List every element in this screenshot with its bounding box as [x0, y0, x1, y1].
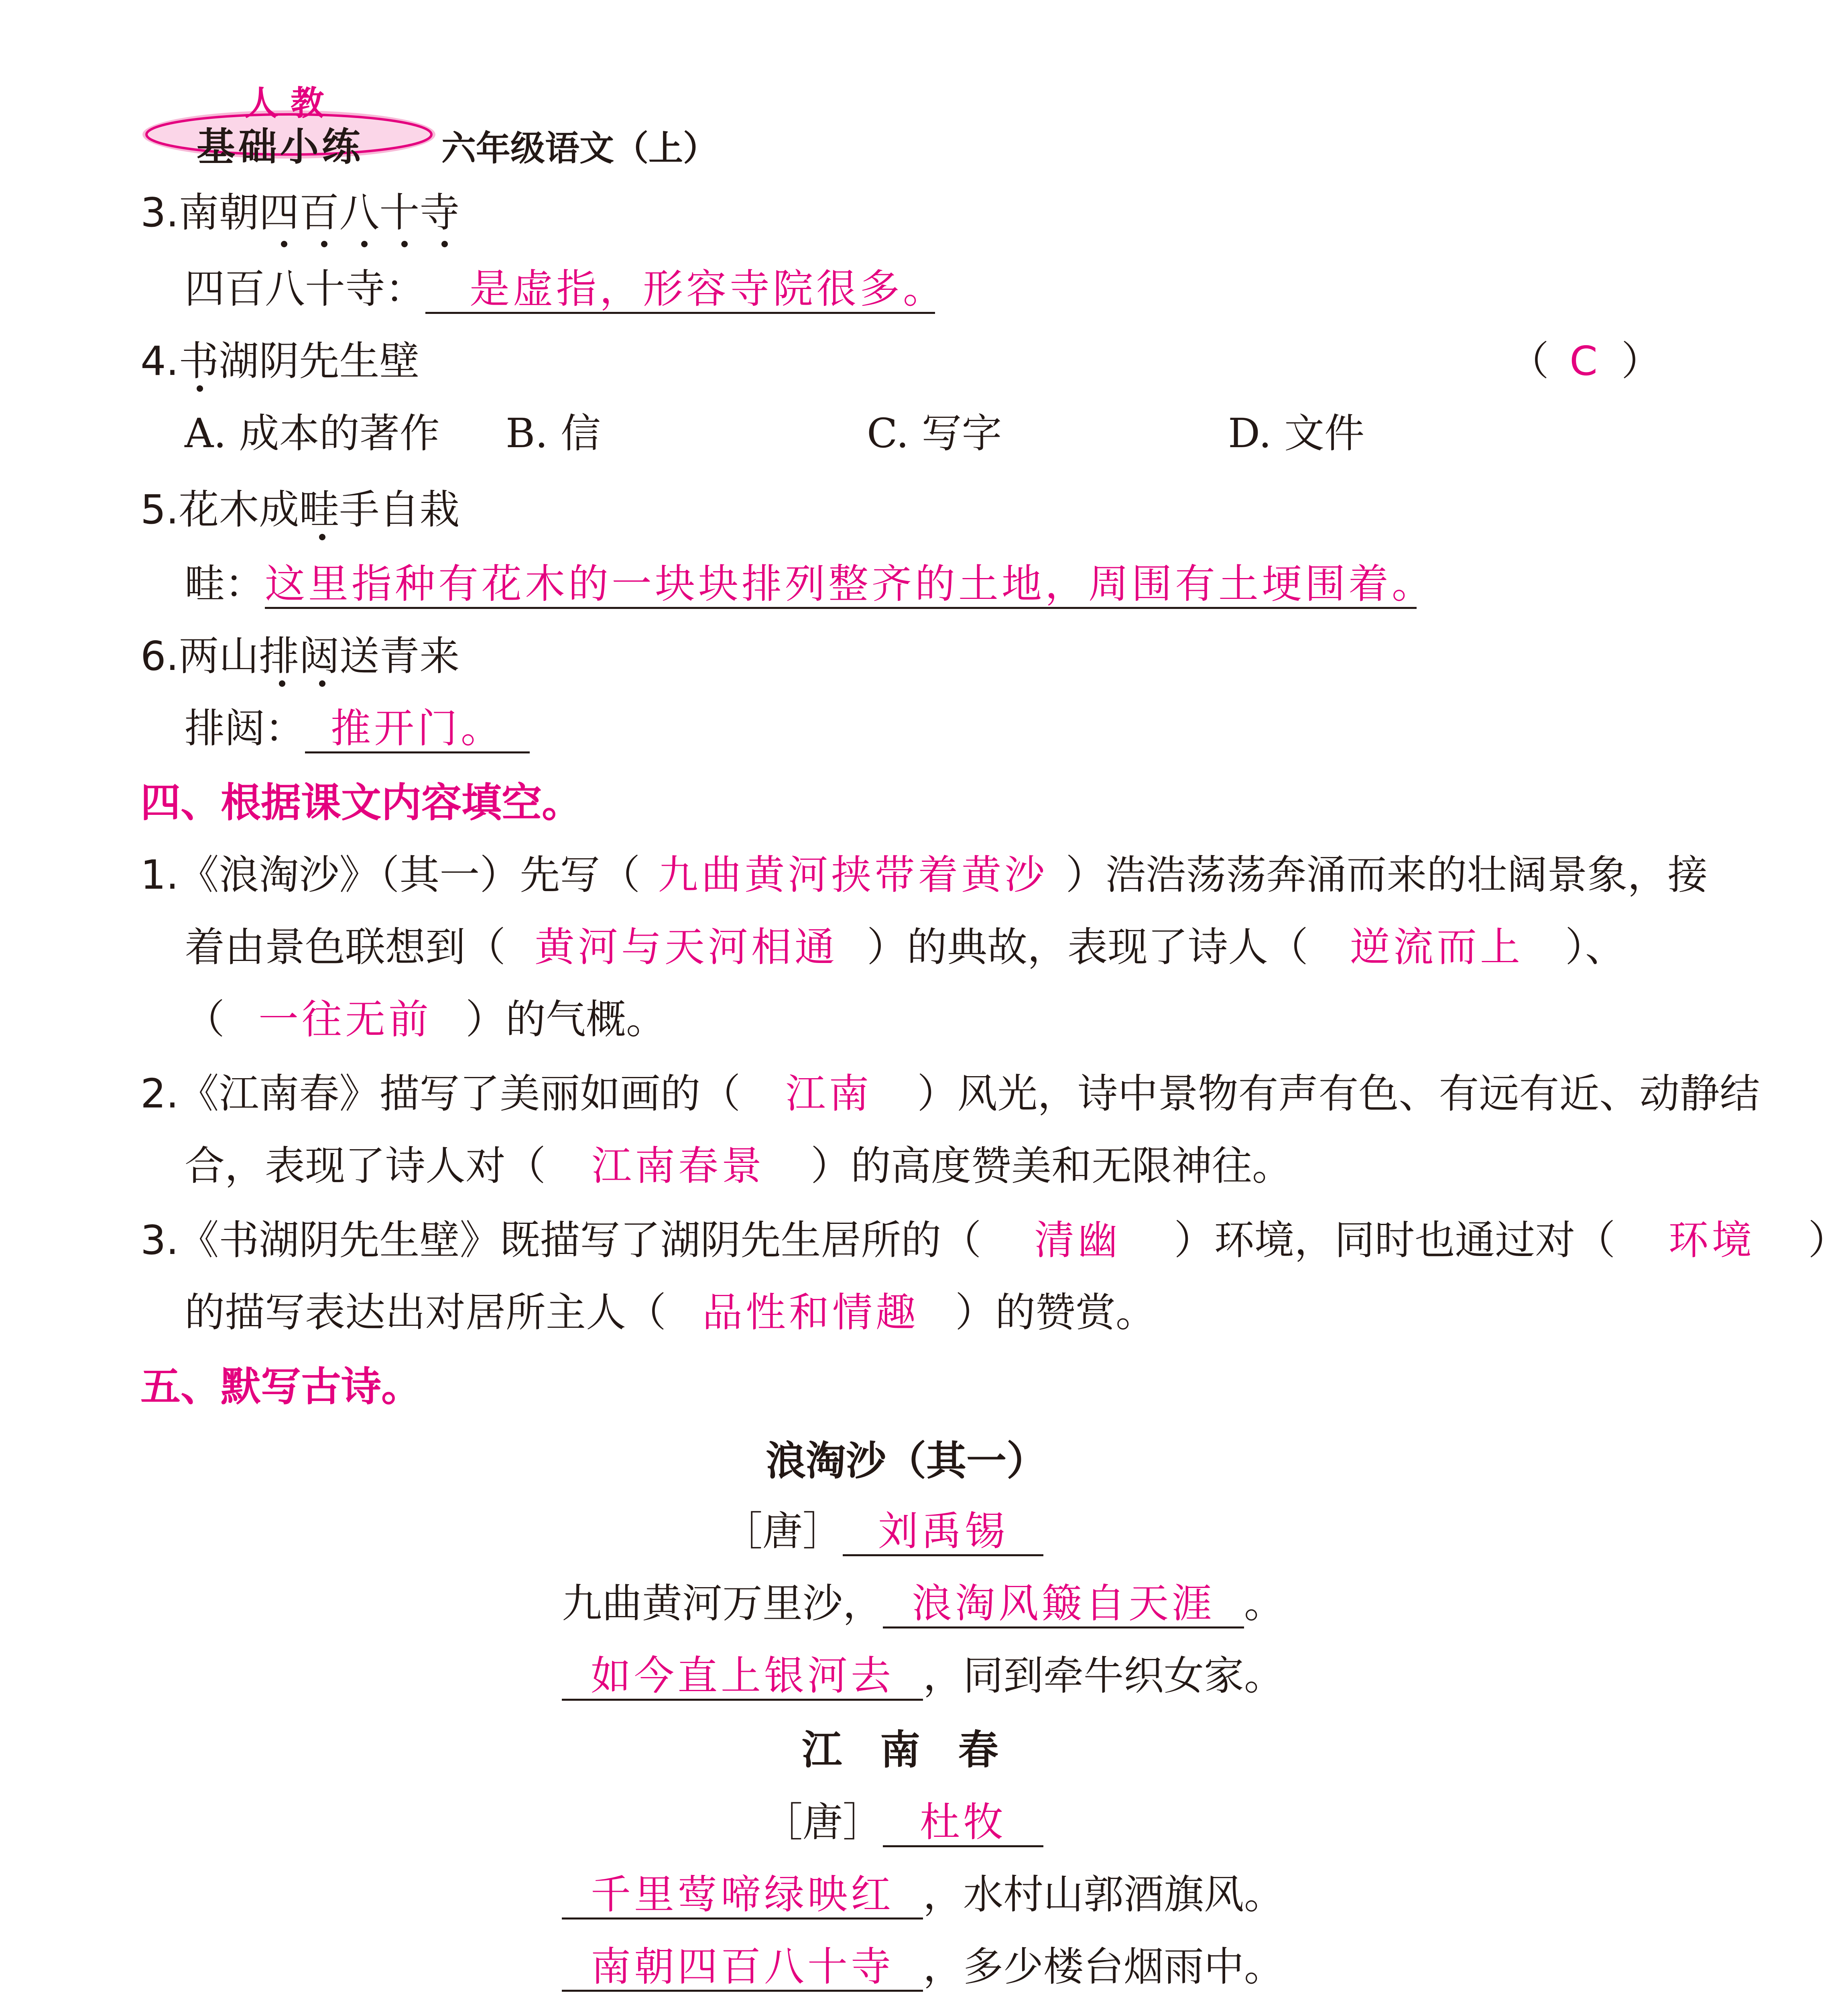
s4-item2-answer2: 江南春景 [592, 1142, 765, 1189]
q6-answer-line [185, 700, 530, 757]
poem2-answer2: 南朝四百八十寺 [562, 1944, 923, 1992]
poem1-answer1: 浪淘风簸自天涯 [883, 1580, 1244, 1628]
poem1-answer2: 如今直上银河去 [562, 1653, 923, 1701]
s4-item2-line2: 合，表现了诗人对（ 江南春景 ）的高度赞美和无限神往。 [185, 1138, 1292, 1194]
s4-item3-answer1: 清幽 [1034, 1217, 1121, 1264]
s4-item2-answer1: 江南 [785, 1070, 872, 1117]
q6-text: 两山排闼送青来 [179, 633, 460, 680]
section4-title: 四、根据课文内容填空。 [140, 779, 582, 826]
q4-option-b: B. 信 [506, 410, 601, 457]
q6-prompt: 6.两山排闼送青来 [140, 633, 460, 680]
s4-item3-answer2: 环境 [1668, 1217, 1755, 1264]
poem2-title: 江 南 春 [802, 1726, 1010, 1773]
q4-option-d: D. 文件 [1228, 410, 1365, 457]
q3-prompt: 3.南朝四百八十寺 [140, 189, 460, 236]
q5-answer-line [185, 556, 1435, 612]
publisher-tag: 人教 [245, 83, 337, 123]
poem2-line1: 千里莺啼绿映红 ，水村山郭酒旗风。 [562, 1867, 1284, 1923]
s4-item3-answer3: 品性和情趣 [702, 1289, 919, 1336]
poem1-author: 刘禹锡 [843, 1508, 1043, 1556]
q5-prompt: 5.花木成畦手自栽 [140, 486, 460, 533]
s4-item1-answer4: 一往无前 [258, 996, 432, 1043]
poem1-line1: 九曲黄河万里沙， 浪淘风簸自天涯 。 [562, 1575, 1284, 1632]
q4-option-a: A. 成本的著作 [185, 410, 440, 457]
poem1-author-line: ［唐］ 刘禹锡 [722, 1503, 1043, 1559]
series-title: 基础小练 [197, 124, 364, 169]
q6-emphasis-dot-2 [319, 680, 325, 687]
q4-answer: C [1569, 338, 1601, 385]
s4-item3-line1: 3.《书湖阴先生壁》既描写了湖阴先生居所的（ 清幽 ）环境，同时也通过对（ 环境 ） [140, 1212, 1848, 1268]
q6-term: 排闼： [185, 705, 305, 752]
poem2-author-line: ［唐］ 杜牧 [762, 1794, 1043, 1850]
s4-item2-line1: 2.《江南春》描写了美丽如画的（ 江南 ）风光，诗中景物有声有色、有远有近、动静结 [140, 1066, 1760, 1122]
s4-item1-answer2: 黄河与天河相通 [535, 924, 838, 971]
q5-text: 花木成畦手自栽 [179, 486, 460, 533]
s4-item3-line2: 的描写表达出对居所主人（ 品性和情趣 ）的赞赏。 [185, 1284, 1156, 1341]
q5-answer: 这里指种有花木的一块块排列整齐的土地，周围有土埂围着。 [265, 561, 1417, 609]
s4-item1-line3: （ 一往无前 ）的气概。 [185, 991, 666, 1048]
q3-answer-line [185, 261, 946, 317]
s4-item1-line1: 1.《浪淘沙》（其一）先写（ 九曲黄河挟带着黄沙 ）浩浩荡荡奔涌而来的壮阔景象，接 [140, 847, 1708, 903]
section5-title: 五、默写古诗。 [140, 1363, 421, 1410]
q3-text: 南朝四百八十寺 [179, 189, 460, 236]
q4-answer-bracket: （ C ） [1509, 333, 1661, 389]
poem1-title: 浪淘沙（其一） [766, 1437, 1047, 1484]
poem2-author: 杜牧 [883, 1799, 1043, 1847]
s4-item1-line2: 着由景色联想到（ 黄河与天河相通 ）的典故，表现了诗人（ 逆流而上 ）、 [185, 919, 1625, 975]
q6-answer: 推开门。 [305, 705, 530, 753]
q5-emphasis-dot [319, 534, 325, 540]
q4-text: 书湖阴先生壁 [179, 338, 420, 385]
poem1-line2: 如今直上银河去 ，同到牵牛织女家。 [562, 1648, 1284, 1704]
q4-emphasis-dot [197, 385, 203, 392]
q3-term: 四百八十寺： [185, 265, 425, 312]
q6-emphasis-dot-1 [279, 680, 285, 687]
q4-prompt: 4.书湖阴先生壁 [140, 338, 420, 385]
poem2-answer1: 千里莺啼绿映红 [562, 1871, 923, 1919]
poem2-line2: 南朝四百八十寺 ，多少楼台烟雨中。 [562, 1939, 1284, 1995]
q5-term: 畦： [185, 560, 265, 607]
s4-item1-answer1: 九曲黄河挟带着黄沙 [658, 851, 1048, 898]
q3-answer: 是虚指，形容寺院很多。 [425, 266, 935, 314]
q4-option-c: C. 写字 [867, 410, 1002, 457]
s4-item1-answer3: 逆流而上 [1350, 924, 1523, 971]
grade-subject: 六年级语文（上） [441, 128, 718, 169]
